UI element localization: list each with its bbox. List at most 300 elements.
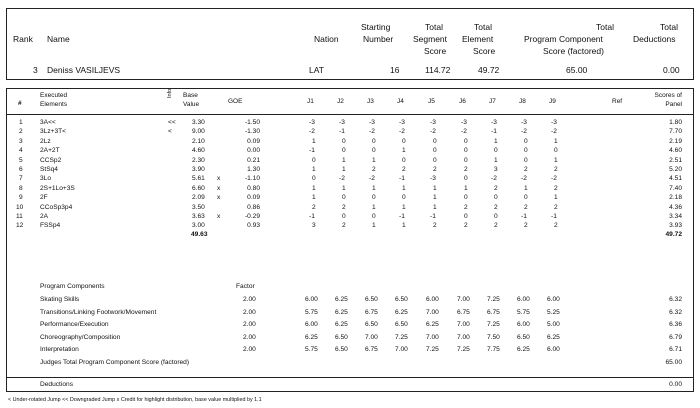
element-goe: -1.50 [244,119,260,126]
element-panel-score: 3.93 [669,222,682,230]
judge-score: 1 [433,203,437,211]
judge-score: 0 [433,137,437,145]
element-name: CCoSp3p4 [40,203,73,211]
judge-score: -2 [399,128,405,136]
judge-score: -3 [309,119,315,126]
element-name: 2A+2T [40,147,60,155]
component-judge-score: 6.50 [395,296,408,303]
judge-score: 0 [494,213,498,220]
judge-header-4: J4 [397,98,404,105]
judge-score: 2 [464,203,468,211]
executed-header-1: Executed [40,92,68,99]
scores-of-panel-header-1: Scores of [654,92,682,99]
judge-score: 2 [494,222,498,230]
component-panel-score: 6.32 [669,308,682,316]
details-header-divider [6,114,694,115]
component-judge-score: 6.50 [517,333,530,341]
element-panel-score: 4.51 [669,175,682,183]
component-judge-score: 7.00 [365,333,378,341]
component-judge-score: 7.25 [487,296,500,303]
judge-score: -1 [551,213,557,220]
component-judge-score: 6.50 [365,321,378,329]
element-name: 2A [40,213,49,220]
component-panel-score: 6.79 [669,333,682,341]
judge-score: -2 [491,175,497,183]
rank-header: Rank [13,34,33,44]
deductions-header-2: Deductions [633,34,676,44]
skater-rank: 3 [33,65,38,75]
element-base-value: 2.09 [192,194,205,202]
judge-score: 0 [312,156,316,164]
judge-score: 0 [464,175,468,183]
judge-score: 1 [372,156,376,164]
judge-score: 0 [342,213,346,220]
component-judge-score: 6.75 [365,346,378,354]
judge-score: -1 [430,213,436,220]
element-base-value: 5.61 [192,175,205,183]
judge-score: -3 [491,119,497,126]
judge-score: -3 [521,119,527,126]
judge-score: 1 [494,156,498,164]
judge-score: -2 [309,128,315,136]
judge-score: 1 [312,194,316,202]
element-base-value: 2.30 [192,156,205,164]
component-row [0,345,700,354]
judge-score: 1 [402,184,406,192]
judge-score: 2 [372,166,376,173]
element-base-value: 3.63 [192,213,205,220]
table-row [0,212,700,221]
judge-score: 0 [524,194,528,202]
component-judge-score: 6.25 [335,308,348,316]
table-row [0,174,700,183]
judge-score: -3 [430,119,436,126]
judge-score: -2 [551,128,557,136]
element-number: 9 [19,194,23,202]
skater-nation: LAT [309,65,324,75]
segment-score-header-1: Total [425,22,443,32]
judge-score: 0 [464,156,468,164]
judge-score: -2 [339,175,345,183]
element-number: 12 [16,222,24,230]
component-panel-score: 6.36 [669,321,682,329]
judge-score: 2 [554,222,558,230]
judge-score: 2 [524,222,528,230]
judge-score: 1 [402,222,406,230]
component-judge-score: 6.00 [547,296,560,303]
element-goe: 0.21 [247,156,260,164]
footer-legend: < Under-rotated Jump << Downgraded Jump x Credit for highlight distribution, base value multiplied by 1.1 [8,397,262,403]
judge-score: 1 [554,194,558,202]
element-number: 11 [16,213,23,220]
element-panel-score: 2.51 [669,156,682,164]
component-judge-score: 6.25 [426,321,439,329]
judge-score: -1 [399,213,405,220]
pcs-header-3: Score (factored) [543,46,604,56]
panel-total: 49.72 [665,231,682,238]
judge-score: 0 [464,147,468,155]
element-number: 1 [19,119,23,126]
element-base-value: 3.90 [192,166,205,173]
element-name: FSSp4 [40,222,61,230]
element-goe: -0.29 [244,213,260,220]
pcs-header-2: Program Component [524,34,603,44]
judge-score: 0 [402,156,406,164]
judge-score: 1 [342,166,346,173]
judge-score: 2 [342,222,346,230]
skater-name: Deniss VASILJEVS [47,65,121,75]
table-row [0,203,700,212]
pcs-header-1: Total [596,22,614,32]
component-row [0,308,700,317]
table-row [0,146,700,155]
nation-header: Nation [314,34,339,44]
component-judge-score: 7.50 [487,333,500,341]
element-name: 2F [40,194,48,202]
judge-score: 2 [402,166,406,173]
judge-score: 0 [433,156,437,164]
element-number: 6 [19,166,23,173]
judge-score: 0 [524,156,528,164]
component-judge-score: 7.25 [487,321,500,329]
judge-score: 0 [372,194,376,202]
element-number: 3 [19,137,23,145]
component-row [0,295,700,304]
component-judge-score: 7.25 [457,346,470,354]
judge-score: 0 [433,147,437,155]
judge-score: 0 [554,147,558,155]
component-judge-score: 6.25 [335,296,348,303]
component-judge-score: 6.00 [517,321,530,329]
judge-score: 2 [554,166,558,173]
element-base-value: 3.50 [192,203,205,211]
judge-score: -1 [399,175,405,183]
judge-score: 0 [524,147,528,155]
judge-score: 0 [342,194,346,202]
component-judge-score: 7.25 [395,333,408,341]
element-number: 7 [19,175,23,183]
judge-score: 0 [402,137,406,145]
element-base-value: 2.10 [192,137,205,145]
element-info: << [168,119,176,126]
skater-element-score: 49.72 [478,65,500,75]
judge-score: -3 [369,119,375,126]
element-panel-score: 7.70 [669,128,682,136]
judge-score: -1 [339,128,345,136]
element-panel-score: 4.60 [669,147,682,155]
goe-header: GOE [228,98,243,105]
element-goe: 0.00 [247,147,260,155]
judge-header-7: J7 [489,98,496,105]
component-judge-score: 5.75 [305,308,318,316]
judge-header-2: J2 [337,98,344,105]
deductions-label: Deductions [40,381,73,388]
judge-score: -1 [491,128,497,136]
component-judge-score: 6.50 [395,321,408,329]
judge-score: 0 [312,175,316,183]
judge-score: 0 [494,194,498,202]
starting-number-header-2: Number [363,34,394,44]
judge-score: 1 [433,194,437,202]
pcs-total-label: Judges Total Program Component Score (factored) [40,359,190,366]
judge-score: 1 [524,184,528,192]
component-judge-score: 7.00 [457,321,470,329]
component-judge-score: 6.75 [365,308,378,316]
component-label: Choreography/Composition [40,333,121,341]
component-judge-score: 5.00 [547,321,560,329]
program-components-label: Program Components [40,283,105,290]
component-label: Skating Skills [40,296,80,303]
element-info: < [168,128,172,136]
judge-header-6: J6 [459,98,466,105]
judge-header-5: J5 [428,98,435,105]
segment-score-header-3: Score [424,46,447,56]
judge-score: 3 [312,222,316,230]
judge-score: 2 [342,203,346,211]
segment-score-header-2: Segment [413,34,448,44]
starting-number-header-1: Starting [361,22,391,32]
element-name: 3A<< [40,119,56,126]
element-x-marker: x [217,213,221,220]
element-panel-score: 4.36 [669,203,682,211]
component-panel-score: 6.71 [669,346,682,354]
pcs-total-value: 65.00 [665,359,682,366]
deductions-value: 0.00 [669,381,682,388]
element-number: 5 [19,156,23,164]
component-judge-score: 6.25 [517,346,530,354]
scores-of-panel-header-2: Panel [665,101,682,108]
judge-score: 2 [433,222,437,230]
component-judge-score: 6.50 [365,296,378,303]
element-goe: 0.93 [247,222,260,230]
component-judge-score: 7.00 [426,333,439,341]
factor-label: Factor [236,283,255,290]
element-panel-score: 2.19 [669,137,682,145]
judge-score: -3 [399,119,405,126]
table-row [0,118,700,127]
judge-score: -2 [369,128,375,136]
skater-deductions: 0.00 [663,65,680,75]
component-factor: 2.00 [243,296,256,303]
component-judge-score: 7.00 [457,296,470,303]
table-row [0,184,700,193]
element-name: 3Lo [40,175,52,183]
component-judge-score: 5.25 [547,308,560,316]
judge-score: 2 [433,166,437,173]
judge-score: 0 [494,147,498,155]
judge-score: 0 [402,194,406,202]
judge-score: 0 [342,147,346,155]
element-name: CCSp2 [40,156,62,164]
judge-header-8: J8 [519,98,526,105]
judge-score: -2 [430,128,436,136]
judge-score: -3 [551,119,557,126]
component-judge-score: 6.75 [457,308,470,316]
judge-header-1: J1 [307,98,314,105]
element-number: 8 [19,184,23,192]
num-header: # [18,100,22,107]
judge-score: 0 [464,213,468,220]
component-judge-score: 5.75 [305,346,318,354]
component-row [0,320,700,329]
element-number: 2 [19,128,23,136]
judge-score: 0 [464,194,468,202]
element-x-marker: x [217,184,221,192]
component-judge-score: 7.00 [395,346,408,354]
element-goe: 0.09 [247,194,260,202]
base-value-header-1: Base [183,92,198,99]
component-label: Interpretation [40,346,79,354]
judge-score: 2 [464,166,468,173]
element-name: 3Lz+3T< [40,128,67,136]
element-base-value: 3.30 [192,119,205,126]
judge-score: 2 [312,203,316,211]
component-judge-score: 7.75 [487,346,500,354]
judge-score: 1 [312,137,316,145]
component-judge-score: 7.25 [426,346,439,354]
judge-score: -3 [339,119,345,126]
component-judge-score: 6.00 [305,321,318,329]
element-goe: -1.10 [244,175,260,183]
element-base-value: 3.00 [192,222,205,230]
judge-score: -2 [551,175,557,183]
component-factor: 2.00 [243,308,256,316]
component-judge-score: 6.00 [305,296,318,303]
component-judge-score: 6.00 [426,296,439,303]
element-name: 2S+1Lo+3S [40,184,75,192]
judge-score: 1 [494,137,498,145]
component-panel-score: 6.32 [669,296,682,303]
component-judge-score: 6.00 [517,296,530,303]
element-panel-score: 1.80 [669,119,682,126]
component-judge-score: 6.25 [305,333,318,341]
judge-score: 1 [554,137,558,145]
element-base-value: 4.60 [192,147,205,155]
skater-starting-number: 16 [390,65,400,75]
judge-score: 0 [372,147,376,155]
component-judge-score: 7.00 [457,333,470,341]
ref-header: Ref [612,98,623,105]
component-factor: 2.00 [243,346,256,354]
element-panel-score: 2.18 [669,194,682,202]
judge-score: -1 [309,213,315,220]
judge-score: 2 [524,166,528,173]
table-row [0,156,700,165]
element-goe: 0.09 [247,137,260,145]
element-number: 4 [19,147,23,155]
component-judge-score: 5.75 [517,308,530,316]
judge-header-9: J9 [549,98,556,105]
component-label: Performance/Execution [40,321,109,329]
judge-score: 2 [494,203,498,211]
element-goe: 1.30 [247,166,260,173]
table-row [0,165,700,174]
element-score-header-1: Total [474,22,492,32]
component-judge-score: 6.25 [547,333,560,341]
judge-score: -2 [369,175,375,183]
judge-score: 0 [372,213,376,220]
judge-score: 1 [372,184,376,192]
name-header: Name [47,34,70,44]
judge-score: 1 [402,203,406,211]
judge-score: 1 [372,222,376,230]
component-label: Transitions/Linking Footwork/Movement [40,308,157,316]
judge-score: 1 [402,147,406,155]
deductions-divider [6,377,694,378]
judge-score: 1 [433,184,437,192]
judge-score: 1 [464,184,468,192]
element-panel-score: 5.20 [669,166,682,173]
component-judge-score: 6.50 [335,333,348,341]
element-panel-score: 7.40 [669,184,682,192]
element-base-value: 6.60 [192,184,205,192]
judge-score: -3 [461,119,467,126]
judge-score: -3 [430,175,436,183]
component-judge-score: 6.75 [487,308,500,316]
judge-score: -2 [521,128,527,136]
component-judge-score: 6.50 [335,346,348,354]
element-goe: 0.80 [247,184,260,192]
element-panel-score: 3.34 [669,213,682,220]
base-value-total: 49.63 [191,231,208,238]
component-judge-score: 6.00 [547,346,560,354]
judge-score: 2 [554,184,558,192]
judge-score: -1 [521,213,527,220]
element-base-value: 9.00 [192,128,205,136]
judge-score: 0 [524,137,528,145]
judge-score: 1 [312,166,316,173]
component-judge-score: 6.25 [395,308,408,316]
component-row [0,333,700,342]
judge-score: -1 [309,147,315,155]
element-number: 10 [16,203,24,211]
skater-segment-score: 114.72 [425,65,451,75]
component-factor: 2.00 [243,321,256,329]
judge-score: 2 [524,203,528,211]
judge-score: 0 [372,137,376,145]
judge-score: 1 [342,184,346,192]
skater-pcs: 65.00 [566,65,588,75]
table-row [0,193,700,202]
element-score-header-2: Element [462,34,494,44]
element-goe: -1.30 [244,128,260,136]
element-name: StSq4 [40,166,58,173]
table-row [0,221,700,230]
judge-score: 1 [342,156,346,164]
element-name: 2Lz [40,137,51,145]
element-x-marker: x [217,175,221,183]
judge-score: -2 [461,128,467,136]
judge-score: 1 [312,184,316,192]
judge-score: 2 [494,184,498,192]
component-factor: 2.00 [243,333,256,341]
executed-header-2: Elements [40,101,68,108]
judge-score: 2 [554,203,558,211]
table-row [0,137,700,146]
judge-score: 2 [464,222,468,230]
info-header: Info [167,88,173,98]
table-row [0,127,700,136]
judge-score: 1 [554,156,558,164]
base-value-header-2: Value [183,101,200,108]
component-judge-score: 7.00 [426,308,439,316]
deductions-header-1: Total [660,22,678,32]
element-x-marker: x [217,194,221,202]
element-goe: 0.86 [247,203,260,211]
judge-score: 3 [494,166,498,173]
judge-score: 1 [372,203,376,211]
judge-score: -2 [521,175,527,183]
